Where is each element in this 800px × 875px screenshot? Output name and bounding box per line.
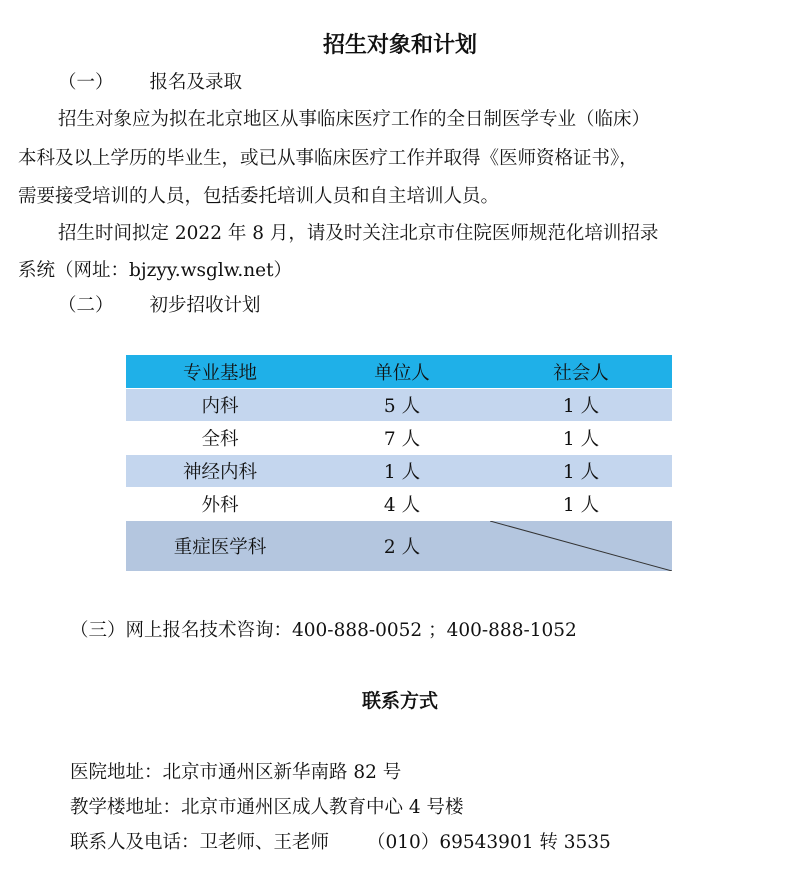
section-2-title: 初步招收计划 — [149, 295, 261, 316]
contact-person: 联系人及电话：卫老师、王老师 — [70, 832, 330, 853]
table-cell: 1 人 — [490, 455, 672, 488]
table-cell: 神经内科 — [126, 455, 314, 488]
table-cell: 全科 — [126, 422, 314, 455]
table-cell: 5 人 — [314, 389, 490, 422]
table-cell: 外科 — [126, 488, 314, 521]
table-header-cell: 单位人 — [314, 355, 490, 389]
paragraph-line: 招生对象应为拟在北京地区从事临床医疗工作的全日制医学专业（临床） — [58, 109, 651, 130]
table-cell-empty-diagonal — [490, 521, 672, 572]
table-row — [126, 389, 672, 422]
diagonal-line — [490, 521, 672, 571]
section-1-title: 报名及录取 — [149, 72, 243, 93]
table-header-row — [126, 355, 672, 389]
page-title: 招生对象和计划 — [322, 33, 477, 58]
table-cell: 内科 — [126, 389, 314, 422]
paragraph-line: 系统（网址：bjzyy.wsglw.net） — [18, 260, 293, 281]
contact-heading: 联系方式 — [361, 690, 438, 712]
table-cell: 1 人 — [490, 389, 672, 422]
paragraph-line: 本科及以上学历的毕业生，或已从事临床医疗工作并取得《医师资格证书》， — [18, 148, 638, 169]
hospital-address: 医院地址：北京市通州区新华南路 82 号 — [70, 762, 402, 783]
table-row — [126, 455, 672, 488]
table-header-cell: 社会人 — [490, 355, 672, 389]
contact-person-line — [70, 830, 800, 856]
section-2-number: （二） — [58, 295, 114, 316]
enrollment-plan-table — [126, 355, 672, 572]
table-cell: 1 人 — [490, 488, 672, 521]
table-row — [126, 422, 672, 455]
paragraph-line: 招生时间拟定 2022 年 8 月，请及时关注北京市住院医师规范化培训招录 — [58, 223, 659, 244]
table-cell: 1 人 — [490, 422, 672, 455]
section-1-heading — [58, 70, 800, 96]
section-1-number: （一） — [58, 72, 114, 93]
section-3-consult-line: （三）网上报名技术咨询：400-888-0052 ；400-888-1052 — [70, 620, 577, 641]
table-cell: 1 人 — [314, 455, 490, 488]
section-2-heading — [58, 293, 800, 319]
table-header-cell: 专业基地 — [126, 355, 314, 389]
table-row — [126, 488, 672, 521]
table-cell: 4 人 — [314, 488, 490, 521]
teaching-building-address: 教学楼地址：北京市通州区成人教育中心 4 号楼 — [70, 797, 464, 818]
table-cell: 7 人 — [314, 422, 490, 455]
contact-phone: （010）69543901 转 3535 — [367, 832, 611, 853]
paragraph-line: 需要接受培训的人员，包括委托培训人员和自主培训人员。 — [18, 186, 500, 207]
table-cell: 2 人 — [314, 521, 490, 572]
table-row — [126, 521, 672, 572]
table-cell: 重症医学科 — [126, 521, 314, 572]
